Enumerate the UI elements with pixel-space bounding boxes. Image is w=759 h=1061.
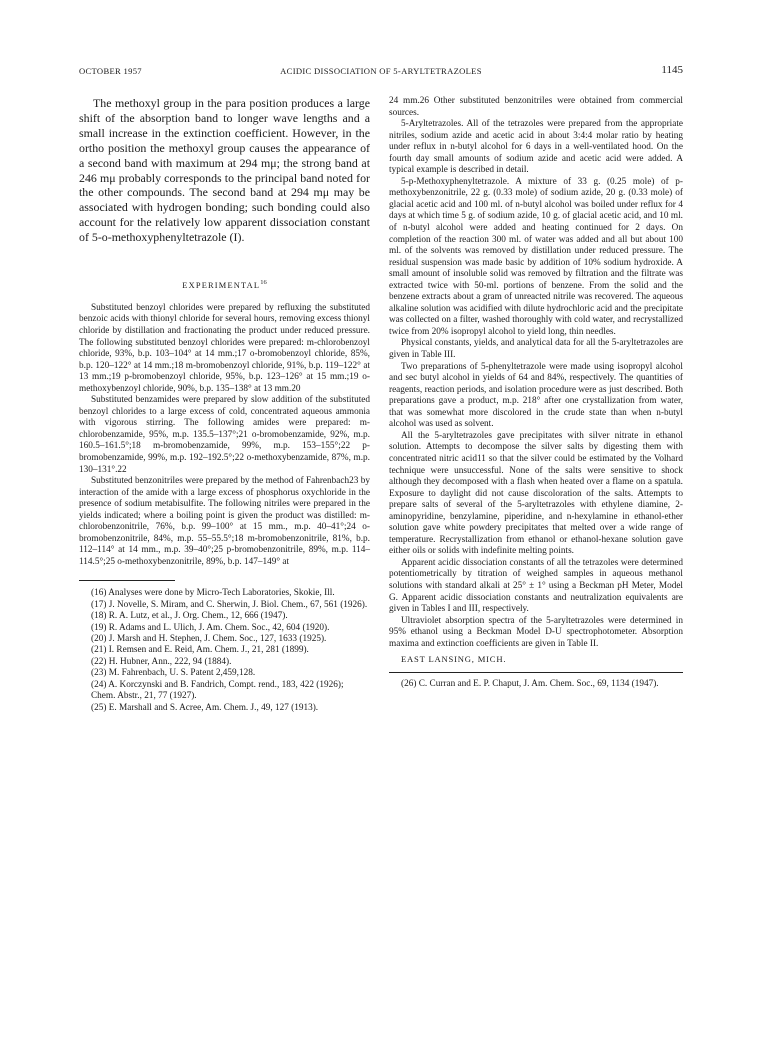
paragraph-physical-constants: Physical constants, yields, and analytical data for all the 5-aryltetrazoles are given in Table III. [389, 338, 683, 361]
paragraph-silver-salts: All the 5-aryltetrazoles gave precipitates with silver nitrate in ethanol solution. Attempts to decompose the silver salts by digesting them with concentrated nitric acid11 so that the silver could be estimated by the Volhard technique were unsuccessful. None of the salts were sensitive to shock although they decomposed with a flash when heated over a flame on a spatula. Exposure to daylight did not cause discoloration of the salts. Attempts to prepare salts of several of the 5-aryltetrazoles with ethylene diamine, 2-aminopyridine, benzylamine, piperidine, and n-hexylamine in ethanol-ether solution gave white powdery precipitates that melted over a wide range of temperature. Recrystallization from ethanol or ethanol-hexane solution gave either oils or solids with indefinite melting points. [389, 430, 683, 557]
page-number: 1145 [661, 64, 683, 76]
right-footnote-divider [389, 672, 683, 673]
paragraph-benzamides: Substituted benzamides were prepared by slow addition of the substituted benzoyl chlorides to a large excess of cold, concentrated aqueous ammonia with vigorous stirring. The following amides were prepared: m-chlorobenzamide, 95%, m.p. 135.5–137°;21 o-bromobenzamide, 92%, m.p. 160.5–161.5°;18 m-bromobenzamide, 99%, m.p. 153–155°;22 p-bromobenzamide, 99%, m.p. 192–192.5°;22 o-methoxybenzamide, 87%, m.p. 130–131°.22 [79, 395, 370, 475]
paragraph-methoxyphenyltetrazole: 5-p-Methoxyphenyltetrazole. A mixture of 33 g. (0.25 mole) of p-methoxybenzonitrile, 22 g. (0.33 mole) of sodium azide, 20 g. (0.33 mole) of glacial acetic acid and 100 ml. of n-butyl alcohol was boiled under reflux for 4 days at which time 5 g. of sodium azide, 10 g. of glacial acetic acid, and 10 ml. of n-butyl alcohol were added and heating continued for 2 days. On completion of the reaction 300 ml. of water was added and all but about 100 ml. of the solvents was removed by distillation under reduced pressure. The residual suspension was made basic by addition of 10% sodium hydroxide. A small amount of insoluble solid was removed by filtration and the filtrate was extracted twice with 50-ml. portions of benzene. From the solid and the benzene extracts about a gram of unreacted nitrile was recovered. The aqueous alkaline solution was acidified with dilute hydrochloric acid and the precipitate was collected on a filter, washed thoroughly with cold water, and recrystallized twice from 20% isopropyl alcohol to yield long, thin needles. [389, 176, 683, 337]
section-heading [79, 279, 370, 290]
footnote-22: (22) H. Hubner, Ann., 222, 94 (1884). [91, 656, 232, 667]
paragraph-ultraviolet: Ultraviolet absorption spectra of the 5-aryltetrazoles were determined in 95% ethanol using a Beckman Model D-U spectrophotometer. Absorption maxima and extinction coefficients are given in Table II. [389, 615, 683, 649]
footnote-26: (26) C. Curran and E. P. Chaput, J. Am. Chem. Soc., 69, 1134 (1947). [401, 679, 659, 690]
section-heading-text: EXPERIMENTAL [182, 280, 261, 290]
paragraph-benzoyl-chlorides: Substituted benzoyl chlorides were prepared by refluxing the substituted benzoic acids with thionyl chloride for several hours, removing excess thionyl chloride by distillation and fractionating the product under reduced pressure. The following substituted benzoyl chlorides were prepared: m-chlorobenzoyl chloride, 93%, b.p. 103–104° at 14 mm.;17 o-bromobenzoyl chloride, 85%, b.p. 120–122° at 14 mm.;18 m-bromobenzoyl chloride, 91%, b.p. 119–122° at 13 mm.;19 p-bromobenzoyl chloride, 95%, b.p. 123–126° at 15 mm.;19 o-methoxybenzoyl chloride, 90%, b.p. 135–138° at 13 mm.20 [79, 302, 370, 394]
footnote-25: (25) E. Marshall and S. Acree, Am. Chem. J., 49, 127 (1913). [91, 702, 319, 713]
footnote-20: (20) J. Marsh and H. Stephen, J. Chem. Soc., 127, 1633 (1925). [91, 634, 327, 645]
affiliation: EAST LANSING, MICH. [401, 654, 507, 665]
footnote-18: (18) R. A. Lutz, et al., J. Org. Chem., 12, 666 (1947). [91, 611, 288, 622]
left-column [79, 96, 370, 714]
running-header [79, 66, 683, 80]
header-date: OCTOBER 1957 [79, 66, 142, 76]
footnote-16: (16) Analyses were done by Micro-Tech Laboratories, Skokie, Ill. [91, 588, 335, 599]
right-column [389, 96, 683, 691]
paragraph-continuation: 24 mm.26 Other substituted benzonitriles were obtained from commercial sources. [389, 96, 683, 118]
footnote-24: (24) A. Korczynski and B. Fandrich, Compt. rend., 183, 422 (1926); Chem. Abstr., 21, 77 (1927). [91, 679, 344, 702]
footnote-21: (21) I. Remsen and E. Reid, Am. Chem. J., 21, 281 (1899). [91, 645, 309, 656]
paragraph-benzonitriles: Substituted benzonitriles were prepared by the method of Fahrenbach23 by interaction of the amide with a large excess of phosphorus oxychloride in the presence of sodium metabisulfite. The following nitriles were prepared in the yields indicated; where a boiling point is given the product was distilled: m-chlorobenzonitrile, 76%, b.p. 99–100° at 15 mm., m.p. 40–41°;24 o-bromobenzonitrile, 84%, m.p. 55–55.5°;18 m-bromobenzonitrile, 81%, b.p. 112–114° at 14 mm., m.p. 39–40°;25 p-bromobenzonitrile, 89%, m.p. 114–114.5°;25 o-methoxybenzonitrile, 89%, b.p. 147–149° at [79, 476, 370, 567]
paragraph-phenyltetrazole: Two preparations of 5-phenyltetrazole were made using isopropyl alcohol and sec butyl alcohol in yields of 64 and 84%, respectively. The quantities of reagents, reaction periods, and isolation procedure were as just described. Both preparations gave a product, m.p. 218° after one crystallization from water, that was somewhat more discolored in the crude state than when n-butyl alcohol was used as solvent. [389, 361, 683, 430]
paragraph-aryltetrazoles: 5-Aryltetrazoles. All of the tetrazoles were prepared from the appropriate nitriles, sodium azide and acetic acid in about 3:4:4 molar ratio by heating under reflux in n-butyl alcohol for 6 days in a well-ventilated hood. On the fourth day small amounts of sodium azide and acetic acid were added. A typical example is described in detail. [389, 119, 683, 176]
intro-paragraph: The methoxyl group in the para position produces a large shift of the absorption band to longer wave lengths and a small increase in the extinction coefficient. However, in the ortho position the methoxyl group causes the appearance of a second band with maximum at 294 mμ; the strong band at 246 mμ probably corresponds to the principal band noted for the other compounds. The second band at 294 mμ may be associated with hydrogen bonding; such bonding could also account for the relatively low apparent dissociation constant of 5-o-methoxyphenyltetrazole (I). [79, 96, 370, 245]
header-title: ACIDIC DISSOCIATION OF 5-ARYLTETRAZOLES [280, 66, 482, 76]
footnote-19: (19) R. Adams and L. Ulich, J. Am. Chem. Soc., 42, 604 (1920). [91, 622, 330, 633]
footnote-list [79, 588, 370, 713]
footnote-23: (23) M. Fahrenbach, U. S. Patent 2,459,128. [91, 668, 256, 679]
footnote-divider [79, 580, 175, 581]
footnote-17: (17) J. Novelle, S. Miram, and C. Sherwin, J. Biol. Chem., 67, 561 (1926). [91, 599, 368, 610]
paragraph-dissociation: Apparent acidic dissociation constants of all the tetrazoles were determined potentiometrically by titration of weighed samples in aqueous methanol solutions with standard alkali at 25° ± 1° using a Beckman pH Meter, Model G. Apparent acidic dissociation constants and neutralization equivalents are given in Tables I and III, respectively. [389, 557, 683, 615]
section-footnote-mark: 16 [260, 279, 267, 287]
